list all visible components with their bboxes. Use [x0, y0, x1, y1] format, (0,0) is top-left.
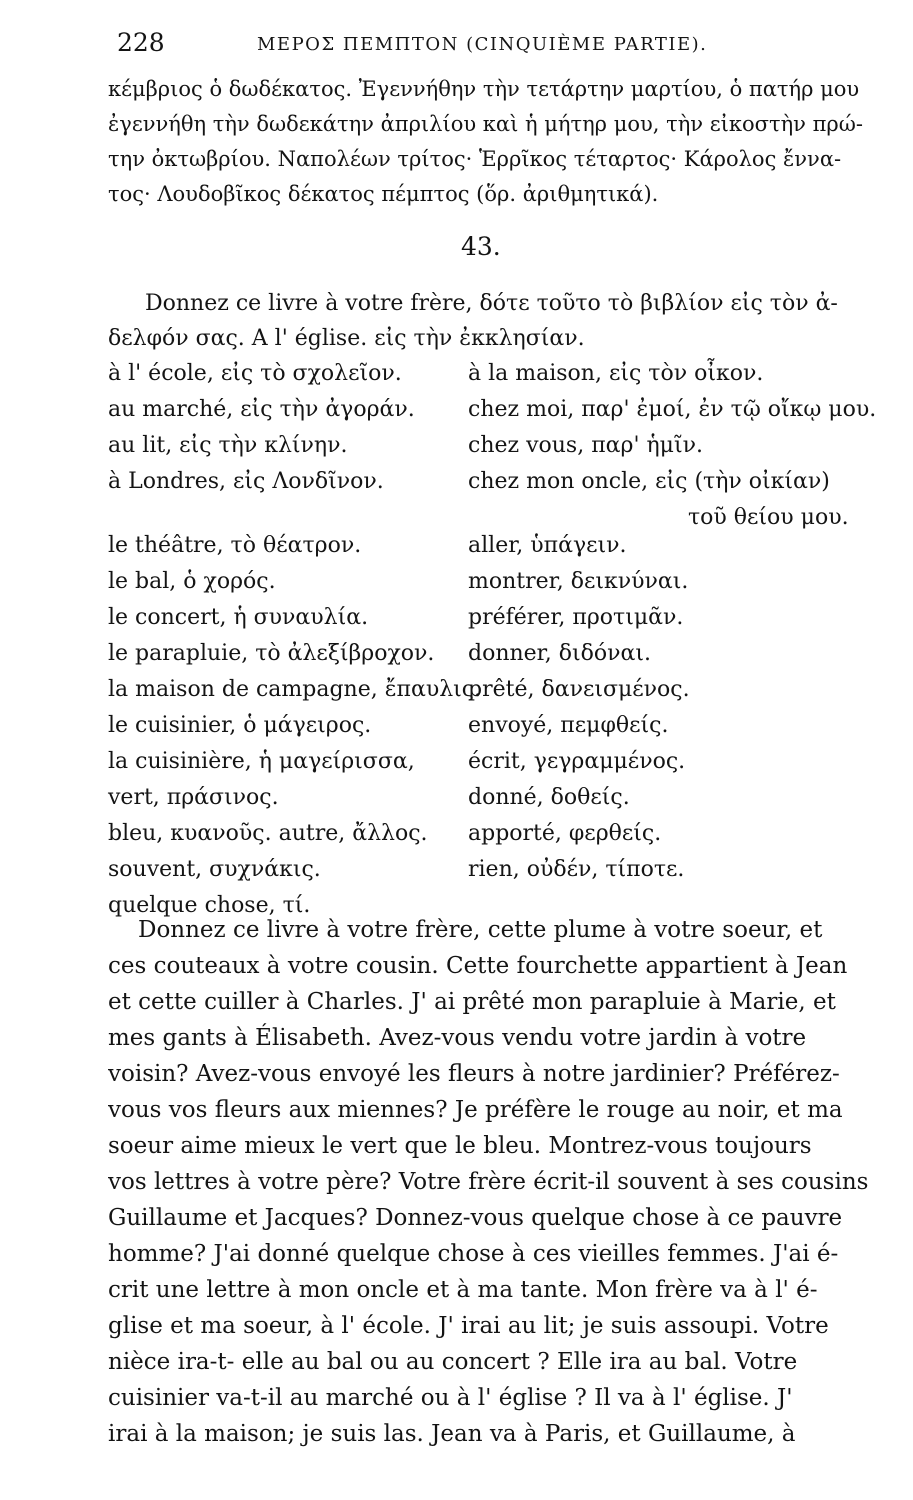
- vocab-entry: prêté, δανεισμένος.: [468, 677, 690, 702]
- vocab-entry: bleu, κυανοῦς. autre, ἄλλος.: [108, 821, 428, 846]
- text-line: et cette cuiller à Charles. J' ai prêté mon parapluie à Marie, et: [108, 989, 836, 1015]
- page-header: [117, 28, 897, 64]
- vocab-entry: au marché, εἰς τὴν ἀγοράν.: [108, 397, 415, 422]
- vocab-entry: chez moi, παρ' ἐμοί, ἐν τῷ οἴκῳ μου.: [468, 397, 877, 422]
- vocab-entry: montrer, δεικνύναι.: [468, 569, 689, 594]
- text-line: δελφόν σας. A l' église. εἰς τὴν ἐκκλησίαν.: [108, 326, 585, 351]
- vocab-entry: chez vous, παρ' ἡμῖν.: [468, 433, 703, 458]
- vocab-row: [108, 464, 888, 500]
- text-line: nièce ira-t- elle au bal ou au concert ? Elle ira au bal. Votre: [108, 1349, 798, 1375]
- vocab-entry: à Londres, εἰς Λονδῖνον.: [108, 469, 384, 494]
- text-line: glise et ma soeur, à l' école. J' irai au lit; je suis assoupi. Votre: [108, 1313, 829, 1339]
- text-line: τος· Λουδοβῖκος δέκατος πέμπτος (ὅρ. ἀριθμητικά).: [108, 182, 659, 206]
- vocab-entry: donné, δοθείς.: [468, 785, 630, 810]
- vocab-row: [108, 672, 888, 708]
- vocab-entry: à la maison, εἰς τὸν οἶκον.: [468, 361, 764, 386]
- vocabulary-list-2: [108, 528, 888, 924]
- vocab-row: [108, 852, 888, 888]
- vocab-row: [108, 528, 888, 564]
- vocab-row: [108, 708, 888, 744]
- running-title: ΜΕΡΟΣ ΠΕΜΠΤΟΝ (CINQUIÈME PARTIE).: [257, 34, 708, 55]
- vocab-entry: aller, ὑπάγειν.: [468, 533, 627, 558]
- vocab-entry: rien, οὐδέν, τίποτε.: [468, 857, 685, 882]
- text-line: mes gants à Élisabeth. Avez-vous vendu votre jardin à votre: [108, 1025, 807, 1051]
- text-line: την ὀκτωβρίου. Ναπολέων τρίτος· Ἑρρῖκος τέταρτος· Κάρολος ἔννα-: [108, 147, 842, 171]
- text-line: ἐγεννήθη τὴν δωδεκάτην ἀπριλίου καὶ ἡ μήτηρ μου, τὴν εἰκοστὴν πρώ-: [108, 112, 863, 136]
- lesson-intro: [108, 286, 888, 356]
- vocab-entry: quelque chose, τί.: [108, 893, 311, 918]
- text-line: crit une lettre à mon oncle et à ma tante. Mon frère va à l' é-: [108, 1277, 818, 1303]
- vocab-row: [108, 744, 888, 780]
- text-line: irai à la maison; je suis las. Jean va à Paris, et Guillaume, à: [108, 1421, 796, 1447]
- vocab-entry: au lit, εἰς τὴν κλίνην.: [108, 433, 348, 458]
- vocab-row: [108, 780, 888, 816]
- vocab-row: [108, 636, 888, 672]
- vocab-entry: envoyé, πεμφθείς.: [468, 713, 669, 738]
- vocab-entry: préférer, προτιμᾶν.: [468, 605, 684, 630]
- vocabulary-list-1: [108, 356, 888, 536]
- vocab-entry: chez mon oncle, εἰς (τὴν οἰκίαν): [468, 469, 830, 494]
- text-line: Donnez ce livre à votre frère, δότε τοῦτο τὸ βιβλίον εἰς τὸν ἀ-: [145, 291, 838, 316]
- text-line: vos lettres à votre père? Votre frère écrit-il souvent à ses cousins: [108, 1169, 869, 1195]
- vocab-row: [108, 428, 888, 464]
- vocab-entry: vert, πράσινος.: [108, 785, 279, 810]
- greek-paragraph: [108, 72, 883, 212]
- vocab-row: [108, 600, 888, 636]
- text-line: voisin? Avez-vous envoyé les fleurs à notre jardinier? Préférez-: [108, 1061, 840, 1087]
- vocab-entry: souvent, συχνάκις.: [108, 857, 321, 882]
- vocab-entry: la cuisinière, ἡ μαγείρισσα,: [108, 749, 415, 774]
- vocab-continuation: τοῦ θείου μου.: [688, 505, 849, 530]
- text-line: κέμβριος ὁ δωδέκατος. Ἐγεννήθην τὴν τετάρτην μαρτίου, ὁ πατήρ μου: [108, 77, 860, 101]
- vocab-entry: écrit, γεγραμμένος.: [468, 749, 686, 774]
- vocab-entry: donner, διδόναι.: [468, 641, 651, 666]
- text-line: vous vos fleurs aux miennes? Je préfère le rouge au noir, et ma: [108, 1097, 843, 1123]
- vocab-entry: à l' école, εἰς τὸ σχολεῖον.: [108, 361, 402, 386]
- text-line: cuisinier va-t-il au marché ou à l' église ? Il va à l' église. J': [108, 1385, 793, 1411]
- exercise-paragraph: [108, 912, 888, 1452]
- text-line: soeur aime mieux le vert que le bleu. Montrez-vous toujours: [108, 1133, 812, 1159]
- vocab-entry: le cuisinier, ὁ μάγειρος.: [108, 713, 372, 738]
- page-number: 228: [117, 28, 165, 57]
- vocab-entry: apporté, φερθείς.: [468, 821, 662, 846]
- text-line: Donnez ce livre à votre frère, cette plume à votre soeur, et: [138, 917, 823, 943]
- vocab-entry: le théâtre, τὸ θέατρον.: [108, 533, 362, 558]
- vocab-entry: le parapluie, τὸ ἀλεξίβροχον.: [108, 641, 435, 666]
- vocab-row: [108, 356, 888, 392]
- vocab-entry: le bal, ὁ χορός.: [108, 569, 276, 594]
- text-line: ces couteaux à votre cousin. Cette fourchette appartient à Jean: [108, 953, 848, 979]
- lesson-number: 43.: [461, 232, 501, 261]
- vocab-row: [108, 564, 888, 600]
- vocab-entry: la maison de campagne, ἔπαυλις.: [108, 677, 482, 702]
- text-line: Guillaume et Jacques? Donnez-vous quelque chose à ce pauvre: [108, 1205, 843, 1231]
- vocab-row: [108, 816, 888, 852]
- text-line: homme? J'ai donné quelque chose à ces vieilles femmes. J'ai é-: [108, 1241, 839, 1267]
- vocab-entry: le concert, ἡ συναυλία.: [108, 605, 369, 630]
- vocab-row: [108, 392, 888, 428]
